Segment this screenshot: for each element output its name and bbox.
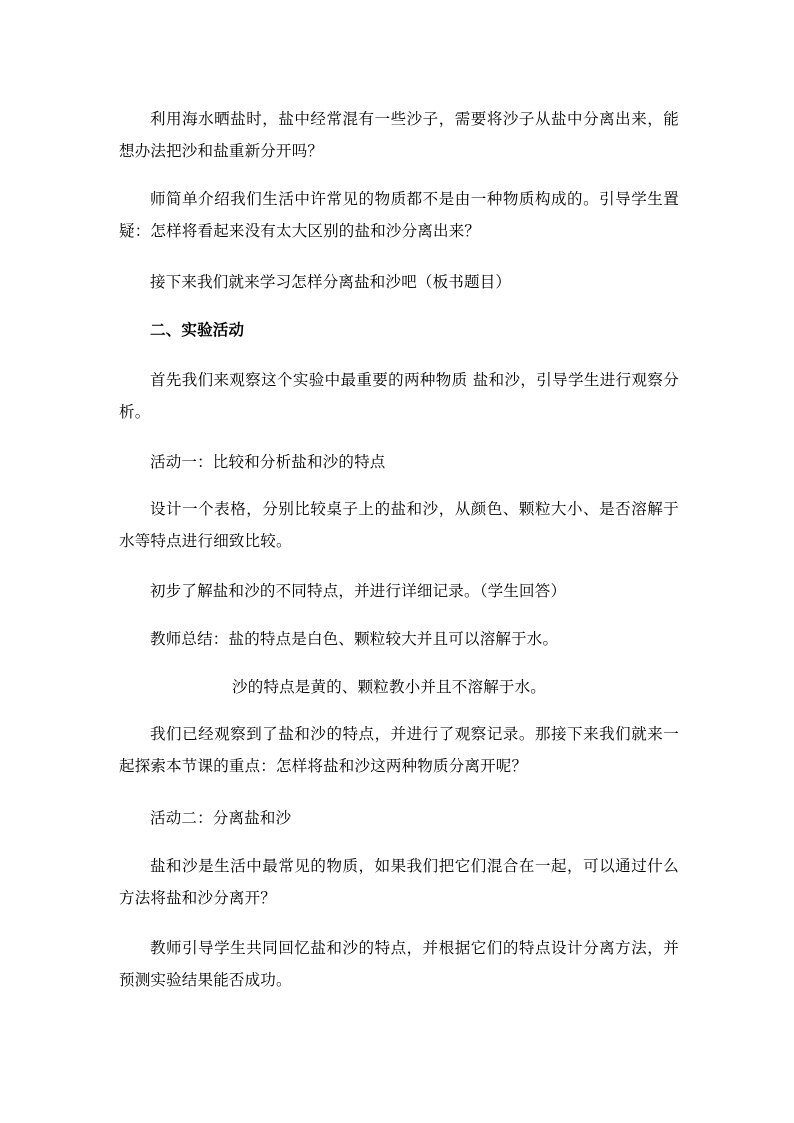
- paragraph-teacher-intro: 师简单介绍我们生活中许常见的物质都不是由一种物质构成的。引导学生置疑：怎样将看起来没有太大区别的盐和沙分离出来？: [119, 190, 679, 240]
- paragraph-mixing-question: 盐和沙是生活中最常见的物质，如果我们把它们混合在一起，可以通过什么方法将盐和沙分离开？: [119, 857, 679, 907]
- paragraph-explore-key-point: 我们已经观察到了盐和沙的特点，并进行了观察记录。那接下来我们就来一起探索本节课的重点：怎样将盐和沙这两种物质分离开呢？: [119, 725, 679, 775]
- paragraph-lesson-topic: 接下来我们就来学习怎样分离盐和沙吧（板书题目）: [150, 273, 512, 291]
- paragraph-design-table: 设计一个表格，分别比较桌子上的盐和沙，从颜色、颗粒大小、是否溶解于水等特点进行细致比较。: [119, 500, 679, 550]
- paragraph-initial-understanding: 初步了解盐和沙的不同特点，并进行详细记录。（学生回答）: [150, 582, 567, 600]
- paragraph-observe-substances: 首先我们来观察这个实验中最重要的两种物质 盐和沙，引导学生进行观察分析。: [119, 371, 679, 421]
- paragraph-sea-salt-question: 利用海水晒盐时，盐中经常混有一些沙子，需要将沙子从盐中分离出来，能想办法把沙和盐重新分开吗？: [119, 110, 679, 160]
- paragraph-guide-design: 教师引导学生共同回忆盐和沙的特点，并根据它们的特点设计分离方法，并预测实验结果能否成功。: [119, 939, 679, 989]
- section-heading-experiment: 二、实验活动: [150, 321, 245, 339]
- activity-one-title: 活动一：比较和分析盐和沙的特点: [150, 453, 386, 471]
- activity-two-title: 活动二：分离盐和沙: [150, 809, 292, 827]
- paragraph-sand-summary: 沙的特点是黄的、颗粒教小并且不溶解于水。: [232, 678, 547, 696]
- paragraph-salt-summary: 教师总结：盐的特点是白色、颗粒较大并且可以溶解于水。: [150, 630, 559, 648]
